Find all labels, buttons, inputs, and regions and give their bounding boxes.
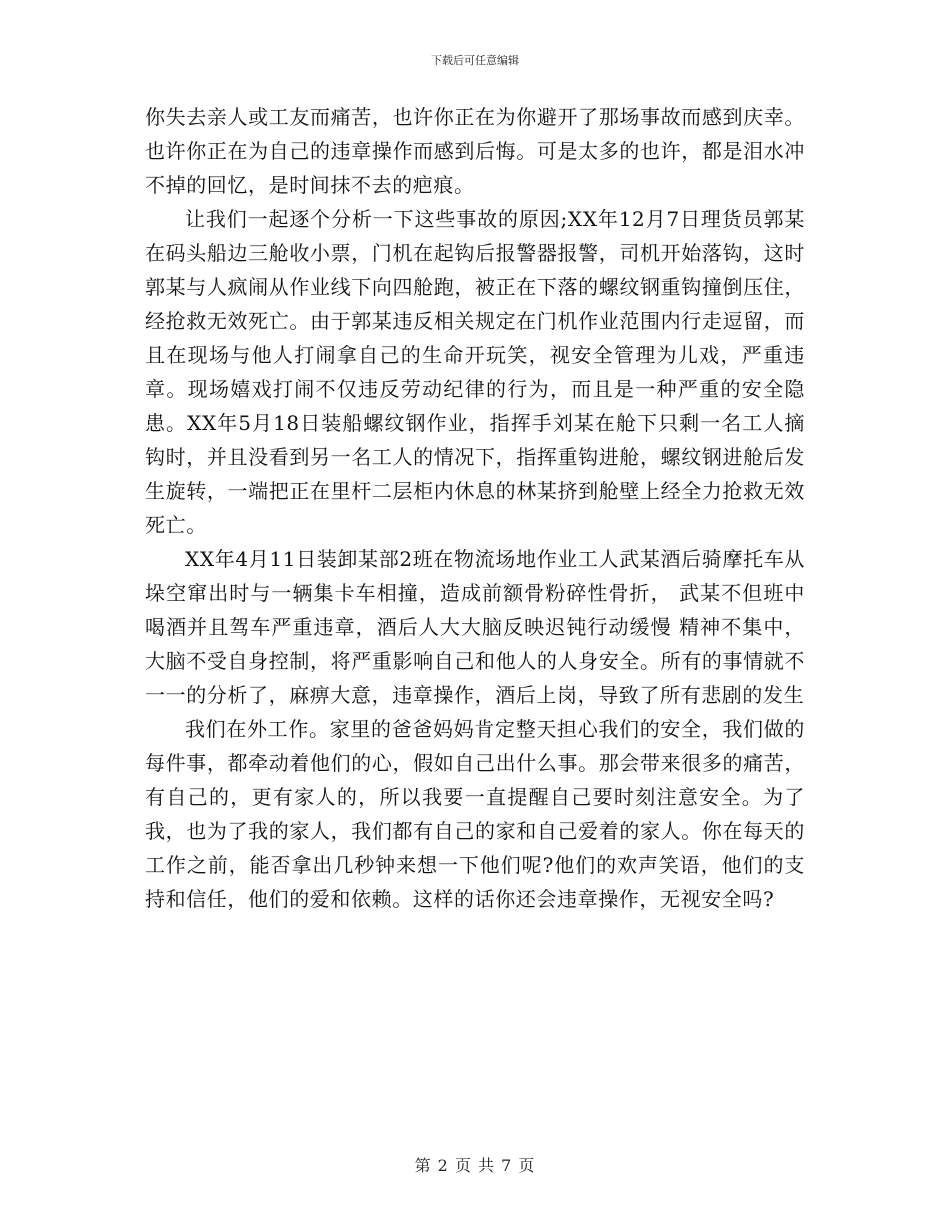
paragraph-4: 我们在外工作。家里的爸爸妈妈肯定整天担心我们的安全，我们做的每件事，都牵动着他们的心，假如自己出什么事。那会带来很多的痛苦，有自己的，更有家人的，所以我要一直提醒自己要时刻注意安全。为了我，也为了我的家人，我们都有自己的家和自己爱着的家人。你在每天的工作之前，能否拿出几秒钟来想一下他们呢?他们的欢声笑语，他们的支持和信任，他们的爱和依赖。这样的话你还会违章操作，无视安全吗? — [145, 717, 805, 911]
page-header: 下载后可任意编辑 — [431, 54, 519, 67]
document-body — [145, 100, 805, 916]
paragraph-1: 你失去亲人或工友而痛苦，也许你正在为你避开了那场事故而感到庆幸。也许你正在为自己的违章操作而感到后悔。可是太多的也许，都是泪水冲不掉的回忆，是时间抹不去的疤痕。 — [145, 105, 805, 197]
paragraph-3: XX年4月11日装卸某部2班在物流场地作业工人武某酒后骑摩托车从垛空窜出时与一辆集卡车相撞，造成前额骨粉碎性骨折， 武某不但班中喝酒并且驾车严重违章，酒后人大大脑反映迟钝行动缓慢 精神不集中，大脑不受自身控制，将严重影响自己和他人的人身安全。所有的事情就不一一的分析了，麻痹大意，违章操作，酒后上岗，导致了所有悲剧的发生 — [145, 547, 805, 707]
paragraph-2: 让我们一起逐个分析一下这些事故的原因;XX年12月7日理货员郭某在码头船边三舱收小票，门机在起钩后报警器报警，司机开始落钩，这时郭某与人疯闹从作业线下向四舱跑，被正在下落的螺纹钢重钩撞倒压住，经抢救无效死亡。由于郭某违反相关规定在门机作业范围内行走逗留，而且在现场与他人打闹拿自己的生命开玩笑，视安全管理为儿戏，严重违章。现场嬉戏打闹不仅违反劳动纪律的行为，而且是一种严重的安全隐患。XX年5月18日装船螺纹钢作业，指挥手刘某在舱下只剩一名工人摘钩时，并且没看到另一名工人的情况下，指挥重钩进舱，螺纹钢进舱后发生旋转，一端把正在里杆二层柜内休息的林某挤到舱壁上经全力抢救无效死亡。 — [145, 207, 805, 537]
page-number-footer: 第 2 页 共 7 页 — [414, 1156, 536, 1175]
